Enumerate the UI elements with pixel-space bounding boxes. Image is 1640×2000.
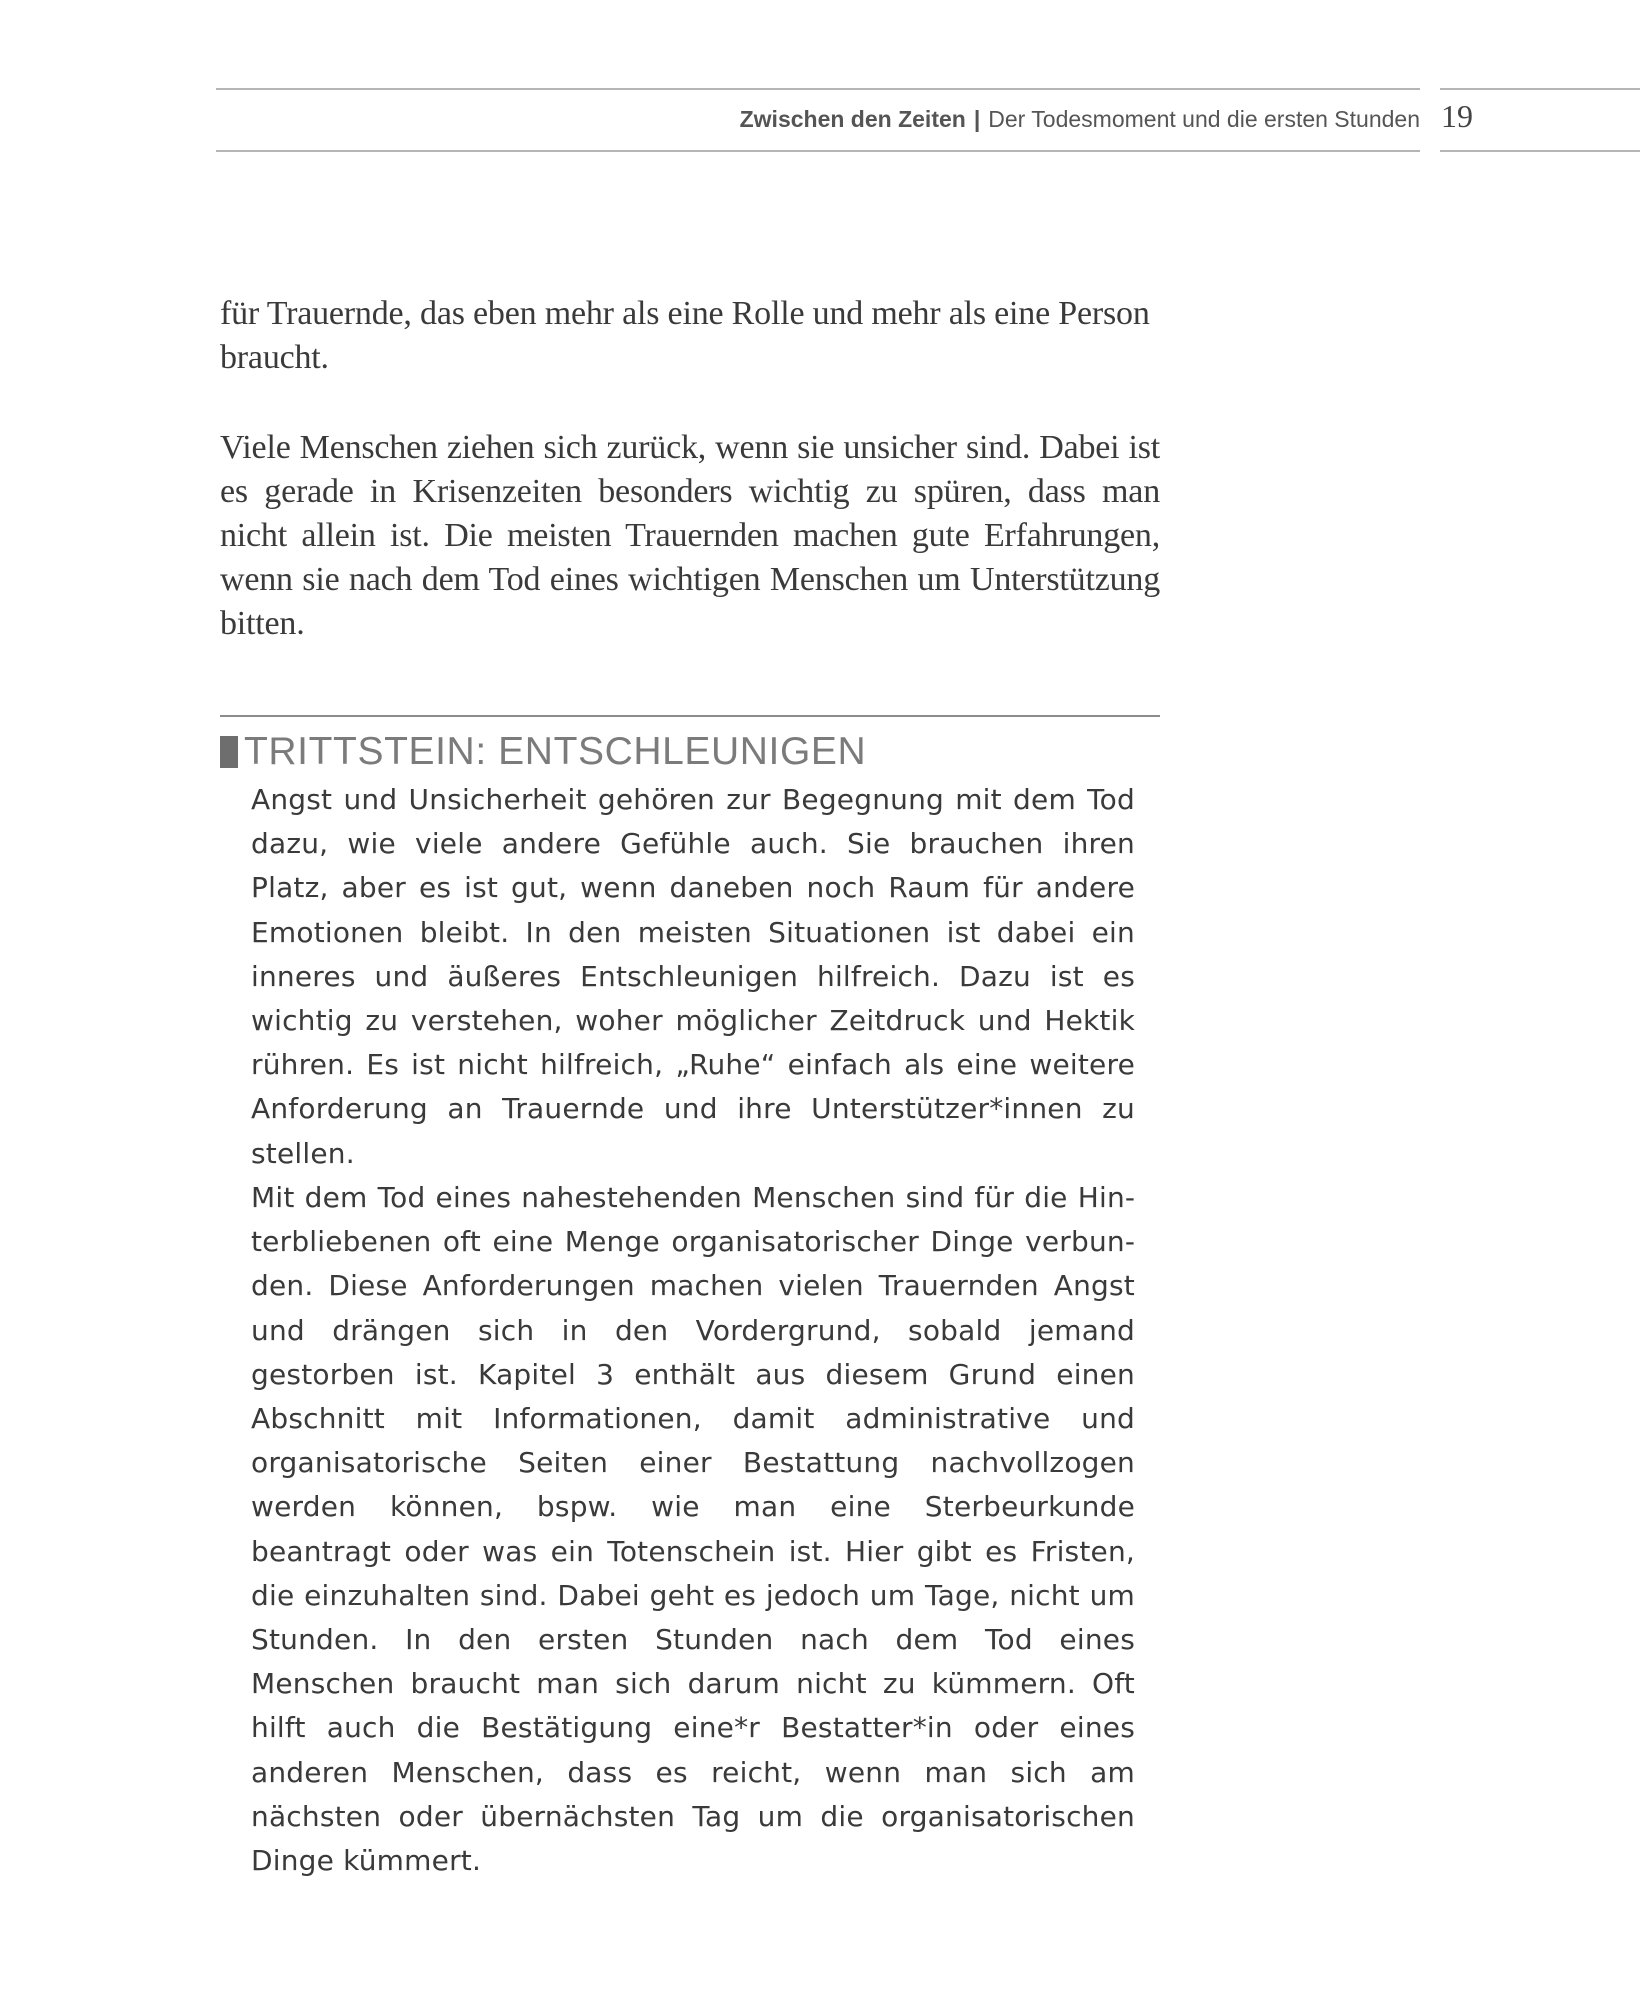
header-rule-bottom: [216, 150, 1420, 152]
header-rule-top: [216, 88, 1420, 90]
running-head-subsection: Der Todesmoment und die ersten Stunden: [988, 106, 1420, 132]
box-heading: [220, 730, 866, 774]
box-paragraph-1: Angst und Unsicherheit gehören zur Begegnung mit dem Tod dazu, wie viele andere Gefühle auch. Sie brauchen ihren Platz, aber es ist gut, wenn daneben noch Raum für andere Emotionen bleibt. In den meisten Situationen ist dabei ein inneres und äußeres Entschleunigen hilfreich. Dazu ist es wichtig zu verstehen, woher möglicher Zeitdruck und Hektik rühren. Es ist nicht hilfreich, „Ruhe“ einfach als eine weitere Anforderung an Trauernde und ihre Unterstützer*innen zu stellen.: [251, 783, 1135, 1170]
box-top-rule: [220, 715, 1160, 717]
page-number-rule-top: [1440, 88, 1640, 90]
box-heading-text: TRITTSTEIN: ENTSCHLEUNIGEN: [244, 730, 867, 773]
heading-marker-icon: [220, 736, 238, 768]
running-head-separator: |: [973, 106, 981, 132]
box-paragraph-2: Mit dem Tod eines nahestehenden Menschen sind für die Hinterbliebenen oft eine Menge organisatorischer Dinge verbunden. Diese Anforderungen machen vielen Trauernden Angst und drängen sich in den Vordergrund, sobald jemand gestorben ist. Kapitel 3 enthält aus diesem Grund einen Abschnitt mit Informationen, damit administrative und organisatorische Seiten einer Bestattung nachvollzogen werden können, bspw. wie man eine Sterbeurkunde beantragt oder was ein Totenschein ist. Hier gibt es Fristen, die einzuhalten sind. Dabei geht es jedoch um Tage, nicht um Stunden. In den ersten Stunden nach dem Tod eines Menschen braucht man sich darum nicht zu kümmern. Oft hilft auch die Bestätigung eine*r Bestatter*in oder eines anderen Menschen, dass es reicht, wenn man sich am nächsten oder übernächsten Tag um die organisatorischen Dinge kümmert.: [251, 1181, 1135, 1878]
page-number-rule-bottom: [1440, 150, 1640, 152]
running-head-section: Zwischen den Zeiten: [739, 106, 966, 132]
page-number: 19: [1441, 98, 1473, 134]
body-paragraph-2: Viele Menschen ziehen sich zurück, wenn sie unsicher sind. Dabei ist es gerade in Krisenzeiten besonders wichtig zu spüren, dass man nicht allein ist. Die meisten Trauernden machen gute Erfahrungen, wenn sie nach dem Tod eines wichtigen Menschen um Unterstützung bitten.: [220, 429, 1160, 642]
running-head: [740, 106, 1420, 133]
body-paragraph-1: für Trauernde, das eben mehr als eine Rolle und mehr als eine Person braucht.: [220, 295, 1150, 376]
